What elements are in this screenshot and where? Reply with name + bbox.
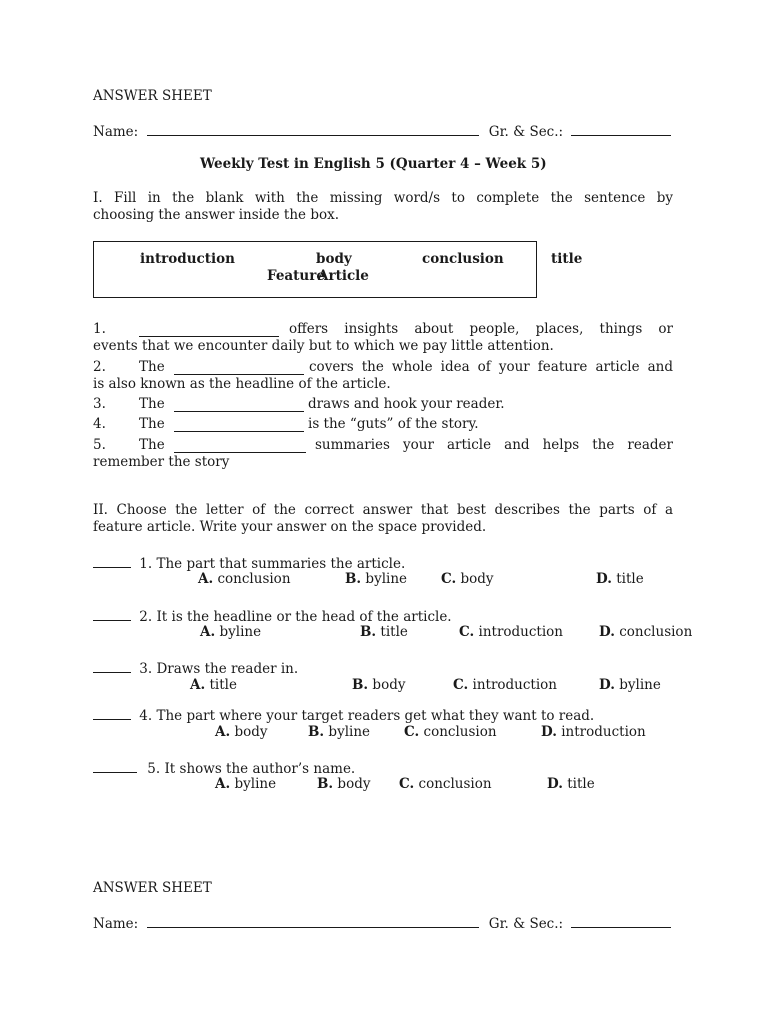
q4-option-d[interactable]: D. introduction [541,724,646,740]
mc-question-4: 4. The part where your target readers get what they want to read. [93,706,594,725]
name-blank-2[interactable] [147,914,479,928]
answer-blank-2[interactable] [93,607,131,621]
fill-item-1-line2: events that we encounter daily but to which we pay little attention. [93,338,554,354]
mc-question-3: 3. Draws the reader in. [93,659,298,678]
answer-blank-5[interactable] [93,759,137,773]
fill-item-2: 2. The covers the whole idea of your feature article and [93,359,673,375]
q2-option-b[interactable]: B. title [360,624,408,640]
fill-blank-1[interactable] [139,323,279,337]
word-feature: Feature [267,268,325,284]
name-label: Name: [93,124,139,140]
q2-option-c[interactable]: C. introduction [459,624,563,640]
fill-item-3: 3. The draws and hook your reader. [93,396,505,412]
q3-option-a[interactable]: A. title [190,677,237,693]
grade-label: Gr. & Sec.: [488,124,564,140]
test-title: Weekly Test in English 5 (Quarter 4 – Week 5) [200,156,547,172]
fill-item-2-line2: is also known as the headline of the article. [93,376,391,392]
answer-blank-4[interactable] [93,706,131,720]
fill-item-4: 4. The is the “guts” of the story. [93,416,479,432]
word-title: title [551,251,583,267]
answer-sheet-heading-2: ANSWER SHEET [93,880,212,896]
fill-item-5: 5. The summaries your article and helps the reader [93,437,673,453]
fill-blank-2[interactable] [174,361,304,375]
word-conclusion: conclusion [422,251,504,267]
mc-question-5: 5. It shows the author’s name. [93,759,355,778]
q5-option-a[interactable]: A. byline [215,776,277,792]
fill-blank-3[interactable] [174,398,304,412]
q1-option-c[interactable]: C. body [441,571,494,587]
q3-option-b[interactable]: B. body [352,677,406,693]
name-blank[interactable] [147,122,479,136]
fill-blank-5[interactable] [174,439,306,453]
mc-question-1: 1. The part that summaries the article. [93,554,405,573]
word-article: Article [318,268,369,284]
fill-item-1: 1. offers insights about people, places, things or [93,321,673,337]
answer-blank-1[interactable] [93,554,131,568]
name-label-2: Name: [93,916,139,932]
answer-blank-3[interactable] [93,659,131,673]
q3-option-d[interactable]: D. byline [599,677,661,693]
part1-instruction-line2: choosing the answer inside the box. [93,207,339,223]
word-body: body [316,251,352,267]
mc-question-2: 2. It is the headline or the head of the article. [93,607,452,626]
q4-option-b[interactable]: B. byline [308,724,371,740]
q2-option-d[interactable]: D. conclusion [599,624,693,640]
grade-blank[interactable] [571,122,671,136]
word-introduction: introduction [140,251,235,267]
q5-option-c[interactable]: C. conclusion [399,776,492,792]
q1-option-a[interactable]: A. conclusion [198,571,291,587]
name-row-2 [93,914,671,933]
fill-blank-4[interactable] [174,418,304,432]
part1-instruction-line1: I. Fill in the blank with the missing word/s to complete the sentence by [93,190,673,206]
grade-label-2: Gr. & Sec.: [488,916,564,932]
grade-blank-2[interactable] [571,914,671,928]
name-row [93,122,671,141]
part2-instruction-line2: feature article. Write your answer on the space provided. [93,519,487,535]
fill-item-5-line2: remember the story [93,454,230,470]
q1-option-b[interactable]: B. byline [345,571,408,587]
q4-option-c[interactable]: C. conclusion [404,724,497,740]
answer-sheet-heading: ANSWER SHEET [93,88,212,104]
part2-instruction-line1: II. Choose the letter of the correct answer that best describes the parts of a [93,502,673,518]
q1-option-d[interactable]: D. title [596,571,644,587]
q4-option-a[interactable]: A. body [215,724,268,740]
q2-option-a[interactable]: A. byline [200,624,262,640]
q5-option-d[interactable]: D. title [547,776,595,792]
q3-option-c[interactable]: C. introduction [453,677,557,693]
q5-option-b[interactable]: B. body [317,776,371,792]
